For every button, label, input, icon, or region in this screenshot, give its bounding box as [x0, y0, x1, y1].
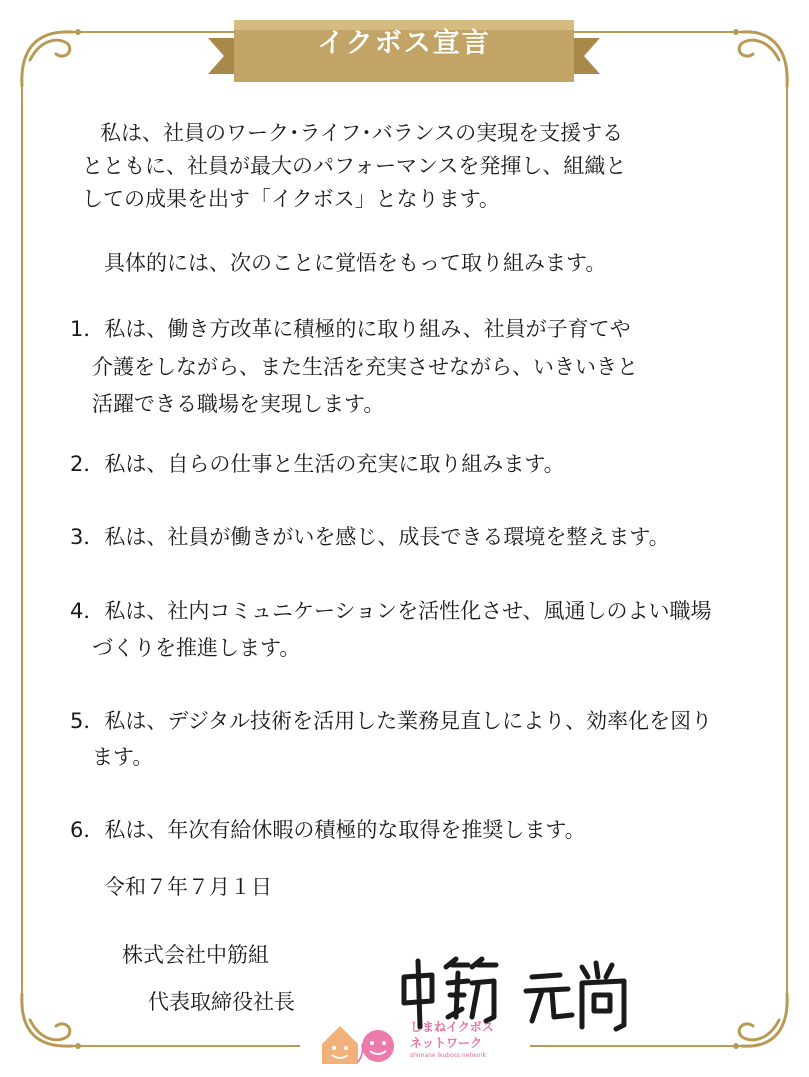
position-title: 代表取締役社長 — [148, 990, 295, 1014]
shimane-ikuboss-logo — [318, 1014, 518, 1070]
item-1-line-3: 活躍できる職場を実現します。 — [92, 392, 385, 416]
intro-line-2: とともに、社員が最大のパフォーマンスを発揮し、組織と — [82, 154, 627, 178]
logo-text-line-2: ネットワーク — [410, 1036, 483, 1050]
item-4-line-1: 4．私は、社内コミュニケーションを活性化させ、風通しのよい職場 — [70, 599, 712, 623]
company-name: 株式会社中筋組 — [122, 943, 269, 967]
item-1-line-2: 介護をしながら、また生活を充実させながら、いきいきと — [92, 355, 638, 379]
item-6: 6．私は、年次有給休暇の積極的な取得を推奨します。 — [70, 818, 586, 842]
logo-text-line-3: shimane ikuboss network — [410, 1052, 487, 1059]
item-5-line-2: ます。 — [92, 745, 154, 769]
lead-text: 具体的には、次のことに覚悟をもって取り組みます。 — [104, 251, 607, 275]
item-4-line-2: づくりを推進します。 — [92, 636, 301, 660]
item-5-line-1: 5．私は、デジタル技術を活用した業務見直しにより、効率化を図り — [70, 709, 713, 733]
intro-line-3: しての成果を出す「イクボス」となります。 — [82, 187, 500, 211]
date: 令和７年７月１日 — [104, 875, 272, 899]
item-1-line-1: 1．私は、働き方改革に積極的に取り組み、社員が子育てや — [70, 317, 631, 341]
item-2: 2．私は、自らの仕事と生活の充実に取り組みます。 — [70, 452, 565, 476]
item-3: 3．私は、社員が働きがいを感じ、成長できる環境を整えます。 — [70, 525, 670, 549]
intro-line-1: 私は、社員のワーク･ライフ･バランスの実現を支援する — [100, 121, 624, 145]
logo-text-line-1: しまねイクボス — [410, 1020, 494, 1034]
page-title: イクボス宣言 — [317, 28, 491, 59]
